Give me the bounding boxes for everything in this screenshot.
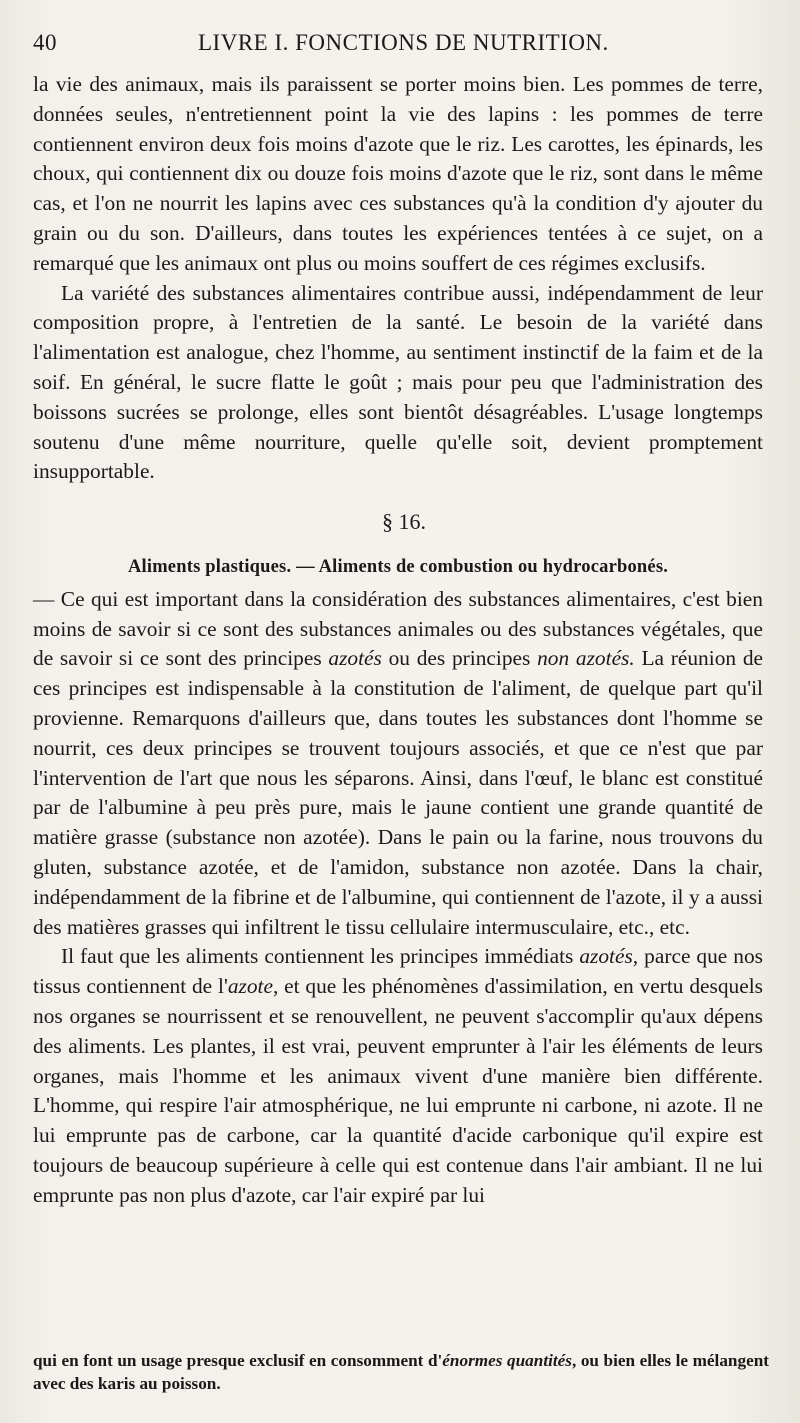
- text-run: — Ce qui est important dans la considération des substances alimentaires, c'est bien moins de savoir si ce sont des substances animales ou des substances végétales, que de savoir si ce sont des principes: [33, 586, 763, 671]
- emphasis: azotés,: [579, 944, 639, 969]
- paragraph-1: la vie des animaux, mais ils paraissent se porter moins bien. Les pommes de terre, données seules, n'entretiennent point la vie des lapins : les pommes de terre contiennent environ deux fois moins d'azote que le riz. Les carottes, les épinards, les choux, qui contiennent dix ou douze fois moins d'azote que le riz, sont dans le même cas, et l'on ne nourrit les lapins avec ces substances qu'à la condition d'y ajouter du grain ou du son. D'ailleurs, dans toutes les expériences tentées à ce sujet, on a remarqué que les animaux ont plus ou moins souffert de ces régimes exclusifs.: [33, 72, 763, 275]
- section-paragraph-1: [33, 585, 763, 943]
- emphasis: non azotés.: [537, 646, 635, 671]
- text-run: La réunion de ces principes est indispensable à la constitution de l'aliment, de quelque part qu'il provienne. Remarquons d'ailleurs que, dans toutes les substances dont l'homme se nourrit, ces deux principes se trouvent toujours associés, et que ce n'est que par l'intervention de l'art que nous les séparons. Ainsi, dans l'œuf, le blanc est constitué par de l'albumine à peu près pure, mais le jaune contient une grande quantité de matière grasse (substance non azotée). Dans le pain ou la farine, nous trouvons du gluten, substance azotée, et de l'amidon, substance non azotée. Dans la chair, indépendamment de la fibrine et de l'albumine, qui contiennent de l'azote, il y a aussi des matières grasses qui infiltrent le tissu cellulaire intermusculaire, etc., etc.: [33, 646, 764, 939]
- section-number: § 16.: [382, 509, 426, 535]
- emphasis: azote: [227, 974, 273, 999]
- emphasis: énormes quantités: [442, 1351, 572, 1370]
- text-run: parce que nos tissus contiennent de l': [33, 944, 763, 999]
- text-run: Il faut que les aliments contiennent les principes immédiats: [61, 944, 580, 969]
- section-paragraph-2: [33, 942, 763, 1210]
- running-header: [33, 30, 773, 66]
- paragraph-2: La variété des substances alimentaires contribue aussi, indépendamment de leur composition propre, à l'entretien de la santé. Le besoin de la variété dans l'alimentation est analogue, chez l'homme, au sentiment instinctif de la faim et de la soif. En général, le sucre flatte le goût ; mais pour peu que l'administration des boissons sucrées se prolonge, elles sont bientôt désagréables. L'usage longtemps soutenu d'une même nourriture, quelle qu'elle soit, devient promptement insupportable.: [33, 280, 763, 484]
- text-run: qui en font un usage presque exclusif en consomment d': [33, 1351, 443, 1370]
- text-run: , et que les phénomènes d'assimilation, en vertu desquels nos organes se nourrissent et se renouvellent, ne peuvent s'accomplir qu'aux dépens des aliments. Les plantes, il est vrai, peuvent emprunter à l'air les éléments de leurs organes, mais l'homme et les animaux vivent d'une manière bien différente. L'homme, qui respire l'air atmosphérique, ne lui emprunte ni carbone, ni azote. Il ne lui emprunte pas de carbone, car la quantité d'acide carbonique qu'il expire est toujours de beaucoup supérieure à celle qui est contenue dans l'air ambiant. Il ne lui emprunte pas non plus d'azote, car l'air expiré par lui: [33, 974, 763, 1207]
- footnote-text: [33, 1349, 769, 1395]
- running-title: LIVRE I. FONCTIONS DE NUTRITION.: [198, 30, 609, 55]
- emphasis: azotés: [328, 646, 382, 671]
- section-title: Aliments plastiques. — Aliments de combustion ou hydrocarbonés.: [127, 556, 669, 577]
- footnote: [33, 1349, 769, 1395]
- text-run: , ou bien elles le mélangent avec des karis au poisson.: [33, 1351, 769, 1393]
- text-run: ou des principes: [381, 646, 538, 671]
- main-text: [33, 70, 763, 1210]
- page-number: 40: [33, 30, 57, 55]
